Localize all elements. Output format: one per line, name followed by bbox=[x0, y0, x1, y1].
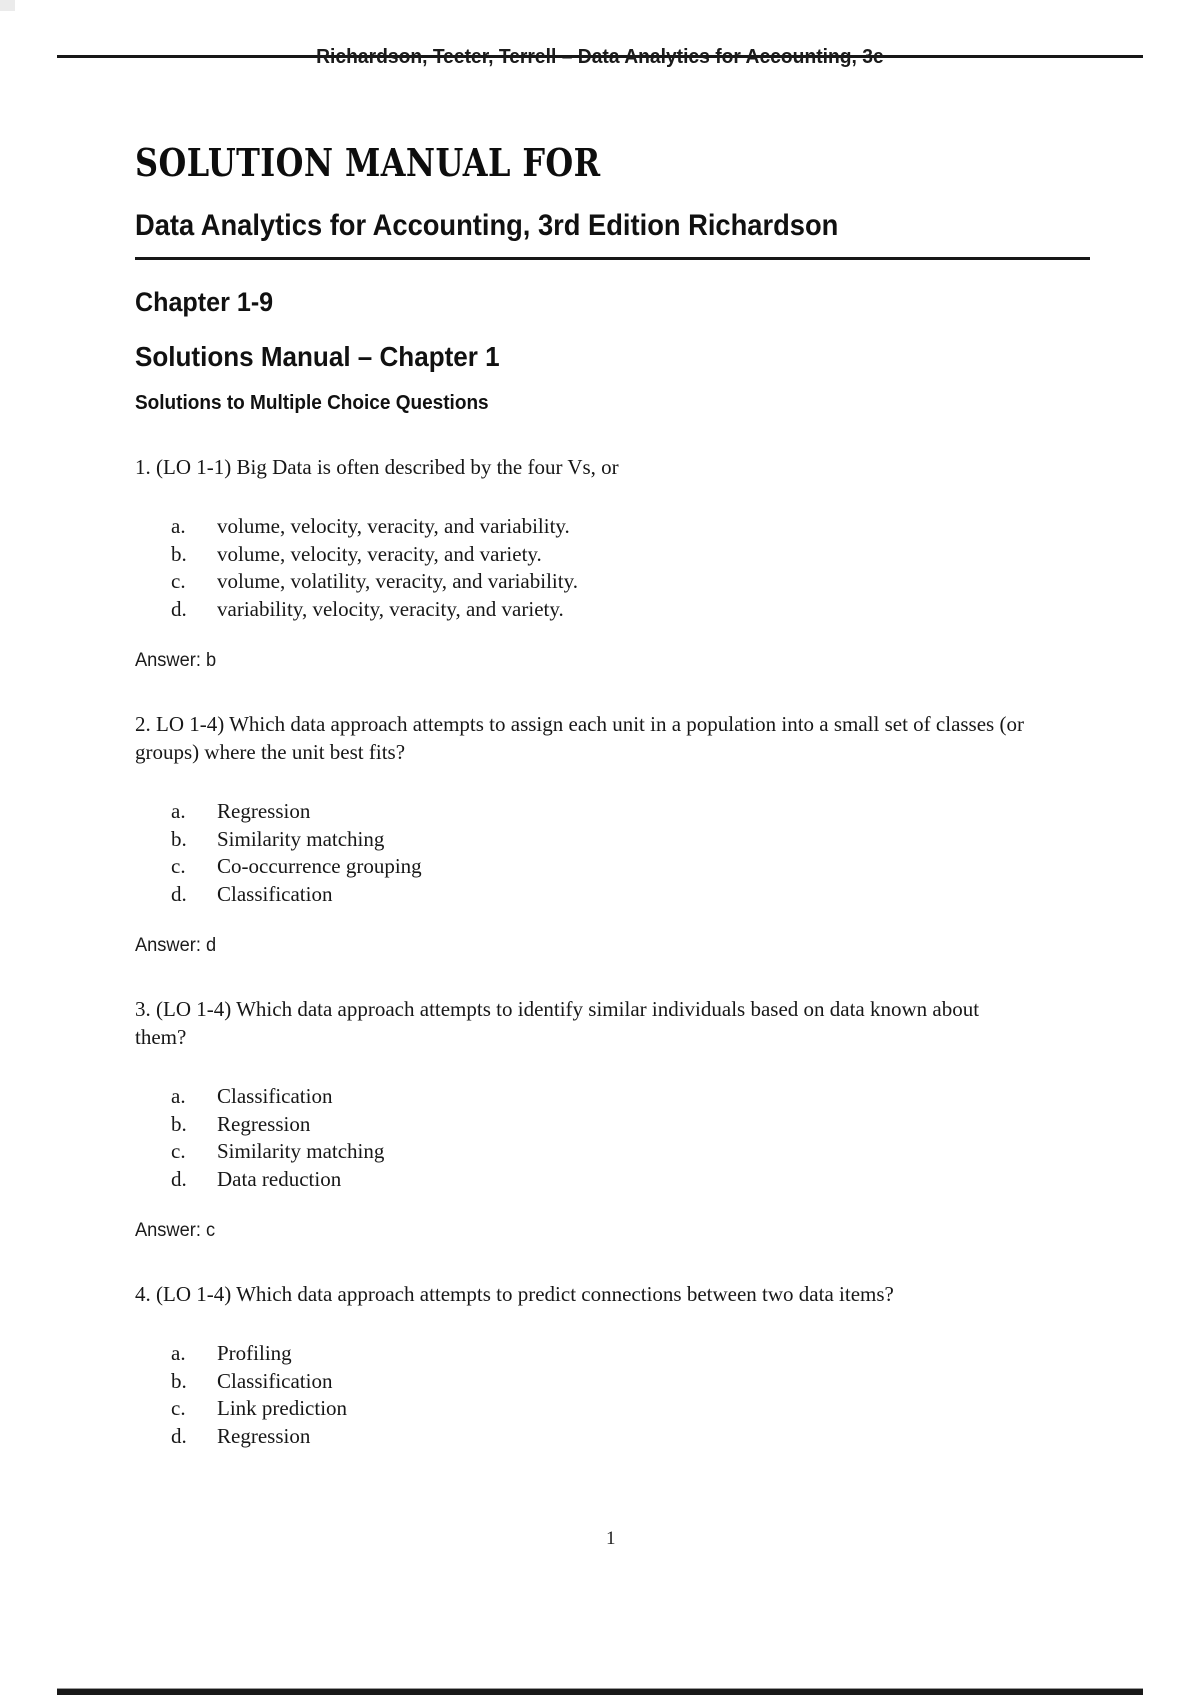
option-text: Regression bbox=[217, 1423, 311, 1448]
option-text: Link prediction bbox=[217, 1396, 348, 1420]
option-letter: a. bbox=[171, 799, 186, 823]
page-number: 1 bbox=[606, 1528, 616, 1549]
option-letter: b. bbox=[171, 826, 187, 851]
question-text: 3. (LO 1-4) Which data approach attempts to identify similar individuals based on data known about them? bbox=[135, 997, 980, 1049]
option-text: Classification bbox=[217, 881, 333, 906]
option-text: Profiling bbox=[217, 1341, 292, 1365]
option-row bbox=[171, 1166, 1090, 1194]
section-heading: Solutions to Multiple Choice Questions bbox=[135, 392, 489, 414]
option-text: Co-occurrence grouping bbox=[217, 854, 422, 878]
option-text: Data reduction bbox=[217, 1166, 342, 1191]
option-row bbox=[171, 826, 1090, 854]
option-letter: b. bbox=[171, 1111, 187, 1136]
option-text: Classification bbox=[217, 1368, 333, 1393]
answer-text: Answer: c bbox=[135, 1220, 216, 1241]
option-text: Regression bbox=[217, 1111, 311, 1136]
answer-text: Answer: b bbox=[135, 650, 217, 671]
header-title: Richardson, Teeter, Terrell – Data Analytics for Accounting, 3e bbox=[316, 45, 884, 68]
question-block-2 bbox=[135, 710, 1090, 957]
option-text: Similarity matching bbox=[217, 1139, 385, 1163]
options-list bbox=[135, 1340, 1090, 1450]
option-text: volume, volatility, veracity, and variability. bbox=[217, 569, 578, 593]
question-block-4 bbox=[135, 1280, 1090, 1450]
option-letter: d. bbox=[171, 1166, 187, 1191]
solutions-chapter-heading: Solutions Manual – Chapter 1 bbox=[135, 341, 500, 372]
option-letter: a. bbox=[171, 1084, 186, 1108]
option-row bbox=[171, 881, 1090, 909]
option-letter: b. bbox=[171, 541, 187, 566]
option-letter: d. bbox=[171, 881, 187, 906]
document-content bbox=[135, 0, 1090, 1450]
option-letter: d. bbox=[171, 596, 187, 621]
option-row bbox=[171, 1111, 1090, 1139]
option-text: volume, velocity, veracity, and variability. bbox=[217, 514, 570, 538]
options-list bbox=[135, 1083, 1090, 1193]
option-letter: a. bbox=[171, 514, 186, 538]
option-row bbox=[171, 541, 1090, 569]
question-block-1 bbox=[135, 453, 1090, 672]
option-letter: d. bbox=[171, 1423, 187, 1448]
option-letter: c. bbox=[171, 1396, 186, 1420]
option-row bbox=[171, 1083, 1090, 1111]
book-title: Data Analytics for Accounting, 3rd Edition Richardson bbox=[135, 209, 839, 242]
option-letter: b. bbox=[171, 1368, 187, 1393]
question-block-3 bbox=[135, 995, 1090, 1242]
chapter-range-heading: Chapter 1-9 bbox=[135, 287, 274, 317]
option-letter: c. bbox=[171, 569, 186, 593]
question-text: 2. LO 1-4) Which data approach attempts to assign each unit in a population into a small set of classes (or groups) where the unit best fits? bbox=[135, 712, 1024, 764]
options-list bbox=[135, 798, 1090, 908]
option-text: volume, velocity, veracity, and variety. bbox=[217, 541, 542, 566]
option-row bbox=[171, 798, 1090, 826]
page-bottom-rule bbox=[57, 1688, 1143, 1695]
option-row bbox=[171, 1368, 1090, 1396]
option-row bbox=[171, 1395, 1090, 1423]
option-row bbox=[171, 853, 1090, 881]
option-text: Similarity matching bbox=[217, 826, 385, 851]
answer-text: Answer: d bbox=[135, 935, 217, 956]
question-text: 4. (LO 1-4) Which data approach attempts to predict connections between two data items? bbox=[135, 1282, 894, 1306]
option-row bbox=[171, 1423, 1090, 1451]
question-text: 1. (LO 1-1) Big Data is often described by the four Vs, or bbox=[135, 455, 619, 479]
option-text: Regression bbox=[217, 799, 311, 823]
solution-manual-title: SOLUTION MANUAL FOR bbox=[135, 140, 601, 185]
option-row bbox=[171, 1138, 1090, 1166]
option-text: Classification bbox=[217, 1084, 333, 1108]
option-row bbox=[171, 568, 1090, 596]
option-row bbox=[171, 513, 1090, 541]
option-row bbox=[171, 1340, 1090, 1368]
title-rule bbox=[135, 257, 1090, 260]
option-text: variability, velocity, veracity, and variety. bbox=[217, 596, 564, 621]
option-letter: a. bbox=[171, 1341, 186, 1365]
option-row bbox=[171, 596, 1090, 624]
scan-corner-artifact bbox=[0, 0, 15, 11]
options-list bbox=[135, 513, 1090, 623]
option-letter: c. bbox=[171, 854, 186, 878]
option-letter: c. bbox=[171, 1139, 186, 1163]
